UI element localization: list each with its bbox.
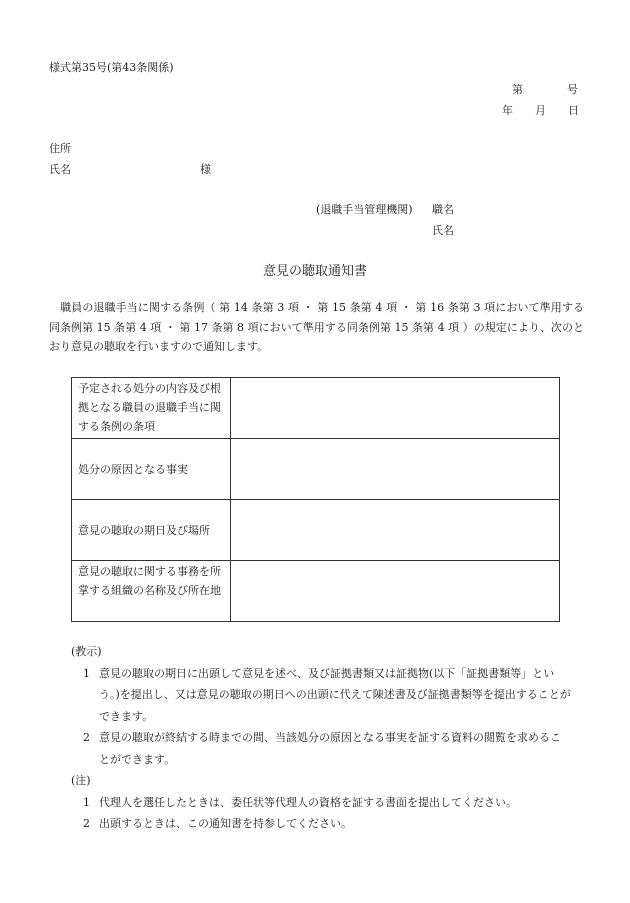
sender-agency-label: (退職手当管理機関) <box>316 203 413 216</box>
table-row <box>72 439 560 500</box>
list-item <box>71 813 571 835</box>
notes-section <box>71 641 571 835</box>
list-item-number: 2 <box>83 731 90 744</box>
document-number-label: 第 号 <box>512 83 578 96</box>
table-row-value[interactable] <box>231 378 560 439</box>
table-row <box>72 561 560 622</box>
list-item-text: 出頭するときは、この通知書を持参してください。 <box>99 817 352 830</box>
recipient-name-label: 氏名 <box>49 163 71 176</box>
date-label: 年 月 日 <box>502 104 579 117</box>
table-row <box>72 378 560 439</box>
list-item-text: 意見の聴取が終結する時までの間、当該処分の原因となる事実を証する資料の閲覧を求めることができます。 <box>99 731 561 766</box>
table-row-value[interactable] <box>231 439 560 500</box>
recipient-address-label: 住所 <box>49 142 71 155</box>
notes-heading: (注) <box>71 774 91 787</box>
sender-title-label: 職名 <box>432 203 454 216</box>
list-item-number: 1 <box>83 795 90 809</box>
list-item <box>71 792 571 814</box>
table-row-value[interactable] <box>231 561 560 622</box>
list-item-text: 意見の聴取の期日に出頭して意見を述べ、及び証拠書類又は証拠物(以下「証拠書類等」という。)を提出し、又は意見の聴取の期日への出頭に代えて陳述書及び証拠書類等を提出することができます。 <box>99 666 571 723</box>
list-item <box>71 663 571 728</box>
instructions-heading: (教示) <box>71 645 102 658</box>
table-row-label: 処分の原因となる事実 <box>72 439 231 500</box>
info-table <box>71 377 560 622</box>
table-row-label: 意見の聴取の期日及び場所 <box>72 500 231 561</box>
list-item <box>71 727 571 770</box>
table-row-label: 予定される処分の内容及び根拠となる職員の退職手当に関する条例の条項 <box>72 378 231 439</box>
recipient-honorific: 様 <box>200 163 211 176</box>
table-row-label: 意見の聴取に関する事務を所掌する組織の名称及び所在地 <box>72 561 231 622</box>
list-item-number: 1 <box>83 666 90 680</box>
document-title: 意見の聴取通知書 <box>262 264 367 279</box>
list-item-number: 2 <box>83 817 90 830</box>
form-number: 様式第35号(第43条関係) <box>49 61 174 74</box>
list-item-text: 代理人を選任したときは、委任状等代理人の資格を証する書面を提出してください。 <box>99 795 517 809</box>
sender-name-label: 氏名 <box>432 224 454 237</box>
table-row-value[interactable] <box>231 500 560 561</box>
table-row <box>72 500 560 561</box>
document-body: 職員の退職手当に関する条例（ 第 14 条第 3 項 ・ 第 15 条第 4 項 ・ 第 16 条第 3 項において準用する同条例第 15 条第 4 項 ・ 第 17 条第 8 項において準用する同条例第 15 条第 4 項 ）の規定により、次のとおり意見の聴取を行いますので通知します。 <box>49 301 584 353</box>
